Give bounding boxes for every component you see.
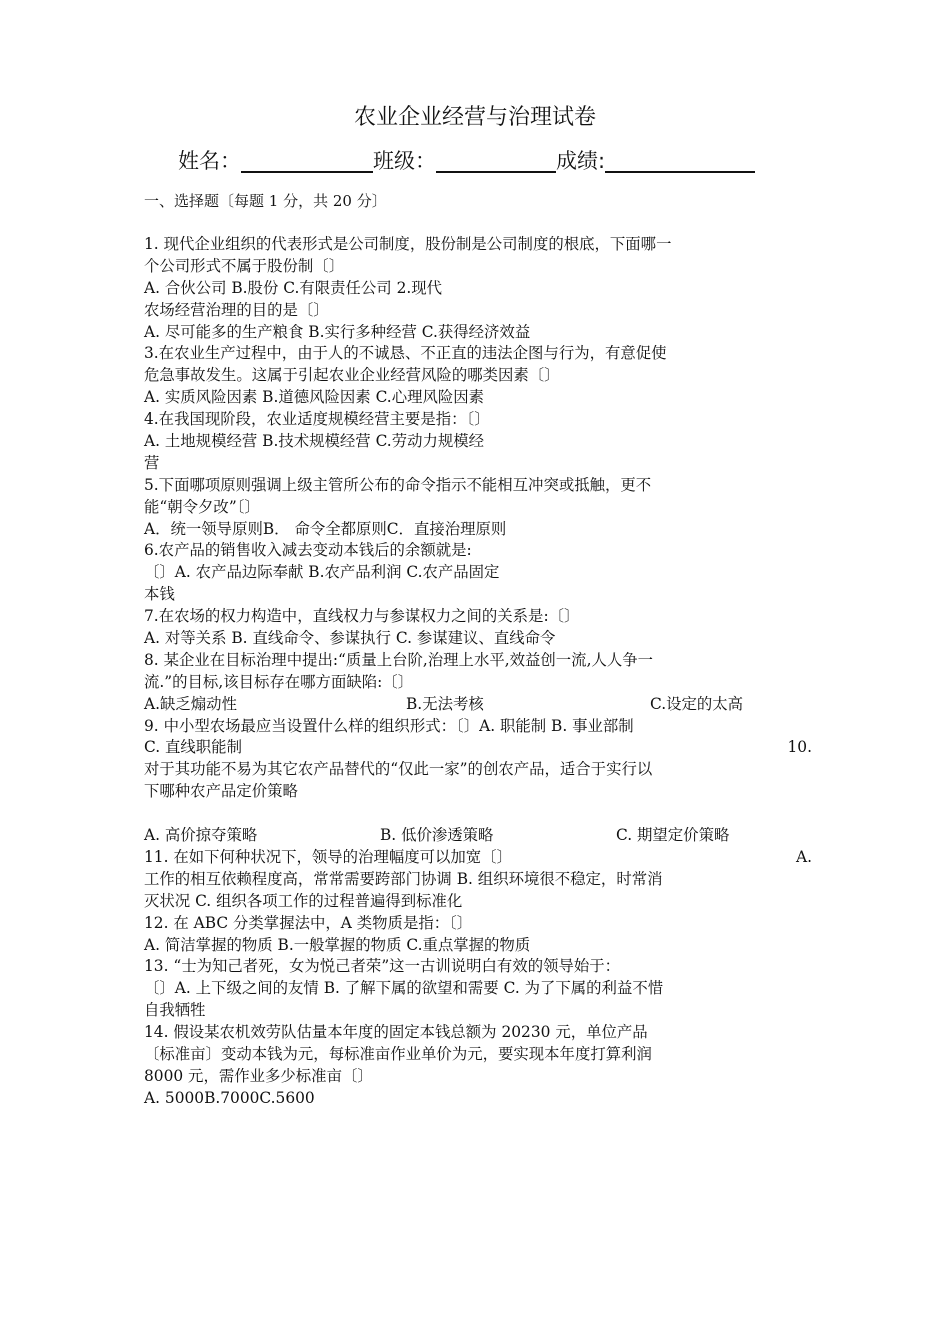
question-line: 流.”的目标,该目标存在哪方面缺陷:〔〕 — [144, 672, 414, 691]
question-line: 危急事故发生。这属于引起农业企业经营风险的哪类因素〔〕 — [144, 366, 560, 385]
question-line: 6.农产品的销售收入减去变动本钱后的余额就是: — [144, 541, 472, 560]
question-line: 8000 元，需作业多少标准亩〔〕 — [144, 1066, 373, 1085]
question-line: 下哪种农产品定价策略 — [144, 782, 298, 801]
question-line: 个公司形式不属于股份制〔〕 — [144, 256, 345, 275]
question-line: 〔〕A. 上下级之间的友情 B. 了解下属的欲望和需要 C. 为了下属的利益不惜 — [144, 979, 664, 998]
question-line: 12. 在 ABC 分类掌握法中，A 类物质是指：〔〕 — [144, 913, 473, 932]
question-body — [144, 234, 812, 1110]
question-line: 14. 假设某农机效劳队估量本年度的固定本钱总额为 20230 元，单位产品 — [144, 1023, 648, 1042]
question-line: 13. “士为知己者死，女为悦己者荣”这一古训说明白有效的领导始于： — [144, 957, 621, 976]
option-c: C. 期望定价策略 — [616, 826, 730, 845]
option-a: A. 高价掠夺策略 — [144, 826, 258, 845]
question-line: 营 — [144, 453, 160, 472]
question-line: 4.在我国现阶段，农业适度规模经营主要是指：〔〕 — [144, 410, 490, 429]
question-line: 7.在农场的权力构造中，直线权力与参谋权力之间的关系是:〔〕 — [144, 607, 580, 626]
question-line: A. 合伙公司 B.股份 C.有限责任公司 2.现代 — [144, 278, 443, 297]
option-a: A.缺乏煽动性 — [144, 694, 237, 713]
question-line: 能“朝令夕改”〔〕 — [144, 497, 260, 516]
page-title: 农业企业经营与治理试卷 — [353, 105, 596, 130]
question-line: 工作的相互依赖程度高，常常需要跨部门协调 B. 组织环境很不稳定，时常消 — [144, 869, 663, 888]
question-line: A. 尽可能多的生产粮食 B.实行多种经营 C.获得经济效益 — [144, 322, 531, 341]
option-a: A. — [795, 847, 812, 866]
question-line: 对于其功能不易为其它农产品替代的“仅此一家”的创农产品，适合于实行以 — [144, 760, 653, 779]
question-line: 5.下面哪项原则强调上级主管所公布的命令指示不能相互冲突或抵触，更不 — [144, 475, 652, 494]
question-line — [144, 847, 812, 869]
question-line: 〔标准亩〕变动本钱为元，每标准亩作业单价为元，要实现本年度打算利润 — [144, 1044, 652, 1063]
question-text: 11. 在如下何种状况下，领导的治理幅度可以加宽〔〕 — [144, 847, 512, 866]
question-line: A．统一领导原则B． 命令全都原则C．直接治理原则 — [144, 519, 507, 538]
question-line: A. 5000B.7000C.5600 — [144, 1088, 315, 1107]
option-c: C.设定的太高 — [650, 694, 744, 713]
name-blank — [241, 149, 373, 173]
class-label: 班级： — [373, 149, 436, 173]
option-c: C. 直线职能制 — [144, 738, 242, 757]
blank-line — [144, 803, 812, 825]
score-blank — [605, 149, 755, 173]
question-line: 1. 现代企业组织的代表形式是公司制度，股份制是公司制度的根底，下面哪一 — [144, 235, 672, 253]
question-line: A. 对等关系 B. 直线命令、参谋执行 C. 参谋建议、直线命令 — [144, 629, 556, 648]
question-line: A. 土地规模经营 B.技术规模经营 C.劳动力规模经 — [144, 432, 485, 451]
option-b: B. 低价渗透策略 — [380, 826, 494, 845]
question-line: A. 简洁掌握的物质 B.一般掌握的物质 C.重点掌握的物质 — [144, 935, 531, 954]
question-line: 8. 某企业在目标治理中提出:“质量上台阶,治理上水平,效益创一流,人人争一 — [144, 650, 654, 669]
options-line — [144, 694, 812, 716]
question-line: 本钱 — [144, 585, 175, 604]
options-line — [144, 825, 812, 847]
question-line: 3.在农业生产过程中，由于人的不诚恳、不正直的违法企图与行为，有意促使 — [144, 344, 667, 363]
question-line: A. 实质风险因素 B.道德风险因素 C.心理风险因素 — [144, 388, 485, 407]
question-line: 农场经营治理的目的是〔〕 — [144, 300, 329, 319]
question-line: 9. 中小型农场最应当设置什么样的组织形式：〔〕A. 职能制 B. 事业部制 — [144, 716, 634, 735]
class-blank — [436, 149, 556, 173]
student-info-row — [178, 146, 755, 176]
question-line: 〔〕A. 农产品边际奉献 B.农产品利润 C.农产品固定 — [144, 563, 500, 582]
question-line: 自我牺牲 — [144, 1001, 206, 1020]
question-line: 灭状况 C. 组织各项工作的过程普遍得到标准化 — [144, 891, 463, 910]
name-label: 姓名： — [178, 149, 241, 173]
score-label: 成绩: — [556, 149, 606, 173]
options-line — [144, 737, 812, 759]
question-number: 10. — [787, 738, 812, 757]
section-heading: 一、选择题〔每题 1 分，共 20 分〕 — [144, 192, 387, 210]
option-b: B.无法考核 — [406, 694, 484, 713]
